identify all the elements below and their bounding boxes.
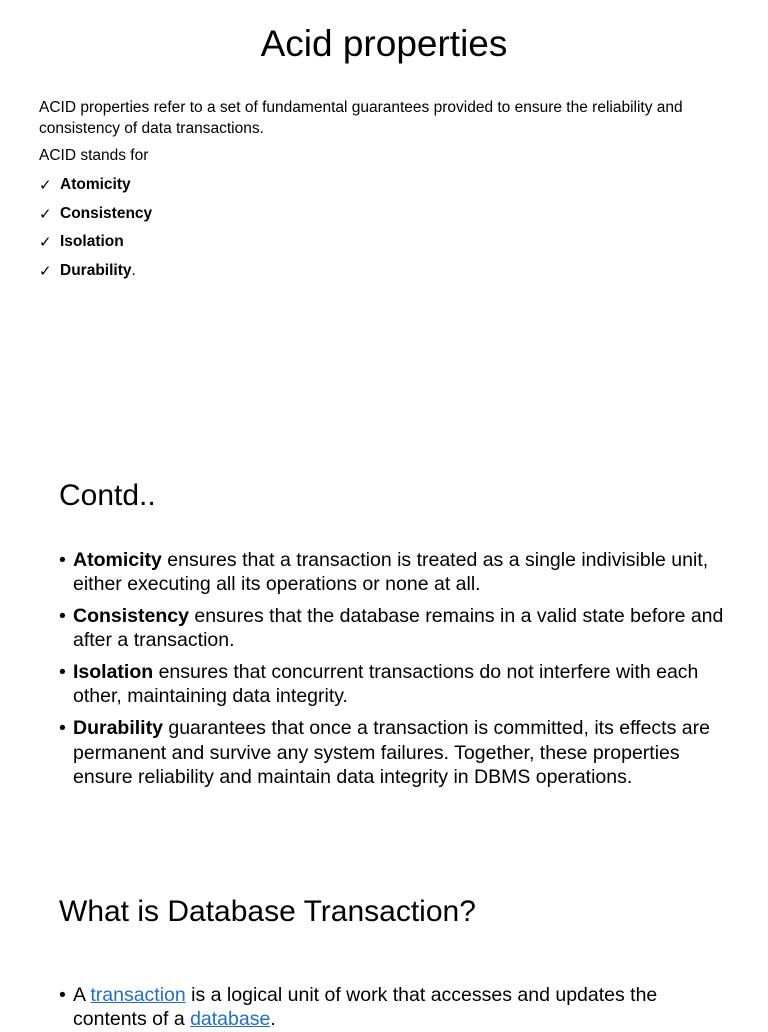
bullet-icon: • bbox=[59, 605, 66, 628]
bullet-text-pre: A bbox=[73, 984, 91, 1006]
list-item bbox=[59, 660, 729, 709]
bullet-icon: • bbox=[59, 984, 66, 1006]
list-item bbox=[59, 604, 729, 653]
database-link[interactable]: database bbox=[190, 1008, 271, 1031]
bullet-term: Durability bbox=[73, 717, 163, 740]
checkmark-icon: ✓ bbox=[39, 262, 52, 281]
slide-title: Contd.. bbox=[59, 479, 156, 512]
stands-for-label: ACID stands for bbox=[39, 147, 149, 164]
bullet-term: Atomicity bbox=[73, 549, 162, 571]
item-suffix: . bbox=[131, 262, 136, 280]
list-item bbox=[39, 174, 152, 203]
transaction-link[interactable]: transaction bbox=[90, 984, 186, 1006]
slide-database-transaction bbox=[0, 840, 768, 1031]
acid-checklist bbox=[39, 174, 152, 289]
list-item bbox=[59, 716, 729, 789]
bullet-text: ensures that concurrent transactions do not interfere with each other, maintaining data integrity. bbox=[73, 661, 699, 708]
bullet-icon: • bbox=[59, 717, 66, 740]
slide-contd bbox=[0, 440, 768, 840]
item-label: Isolation bbox=[60, 233, 124, 251]
property-bullets bbox=[59, 548, 729, 797]
slide-title: Acid properties bbox=[260, 23, 508, 64]
list-item bbox=[59, 983, 729, 1032]
item-label: Consistency bbox=[60, 204, 153, 222]
bullet-term: Consistency bbox=[73, 605, 189, 628]
bullet-text: ensures that the database remains in a valid state before and after a transaction. bbox=[73, 605, 724, 652]
list-item bbox=[39, 203, 152, 232]
item-label: Durability bbox=[60, 262, 132, 280]
list-item bbox=[39, 260, 152, 289]
bullet-text-post: . bbox=[270, 1008, 276, 1031]
bullet-text-mid: is a logical unit of work that accesses and updates the contents of a bbox=[73, 984, 658, 1031]
item-label: Atomicity bbox=[60, 176, 131, 193]
bullet-text: ensures that a transaction is treated as a single indivisible unit, either executing all its operations or none at all. bbox=[73, 549, 709, 596]
bullet-term: Isolation bbox=[73, 661, 154, 684]
slide-acid-properties bbox=[0, 0, 768, 440]
bullet-text: guarantees that once a transaction is committed, its effects are permanent and survive any system failures. Together, these properties ensure reliability and maintain data integrity in DBMS operations. bbox=[73, 717, 710, 788]
list-item bbox=[39, 231, 152, 260]
checkmark-icon: ✓ bbox=[39, 204, 52, 223]
checkmark-icon: ✓ bbox=[39, 176, 52, 194]
checkmark-icon: ✓ bbox=[39, 233, 52, 252]
intro-paragraph: ACID properties refer to a set of fundamental guarantees provided to ensure the reliability and consistency of data transactions. bbox=[39, 99, 683, 137]
bullet-icon: • bbox=[59, 549, 66, 571]
bullet-icon: • bbox=[59, 661, 66, 684]
list-item bbox=[59, 548, 729, 597]
transaction-bullets bbox=[59, 983, 729, 1032]
slide-title: What is Database Transaction? bbox=[59, 895, 476, 928]
